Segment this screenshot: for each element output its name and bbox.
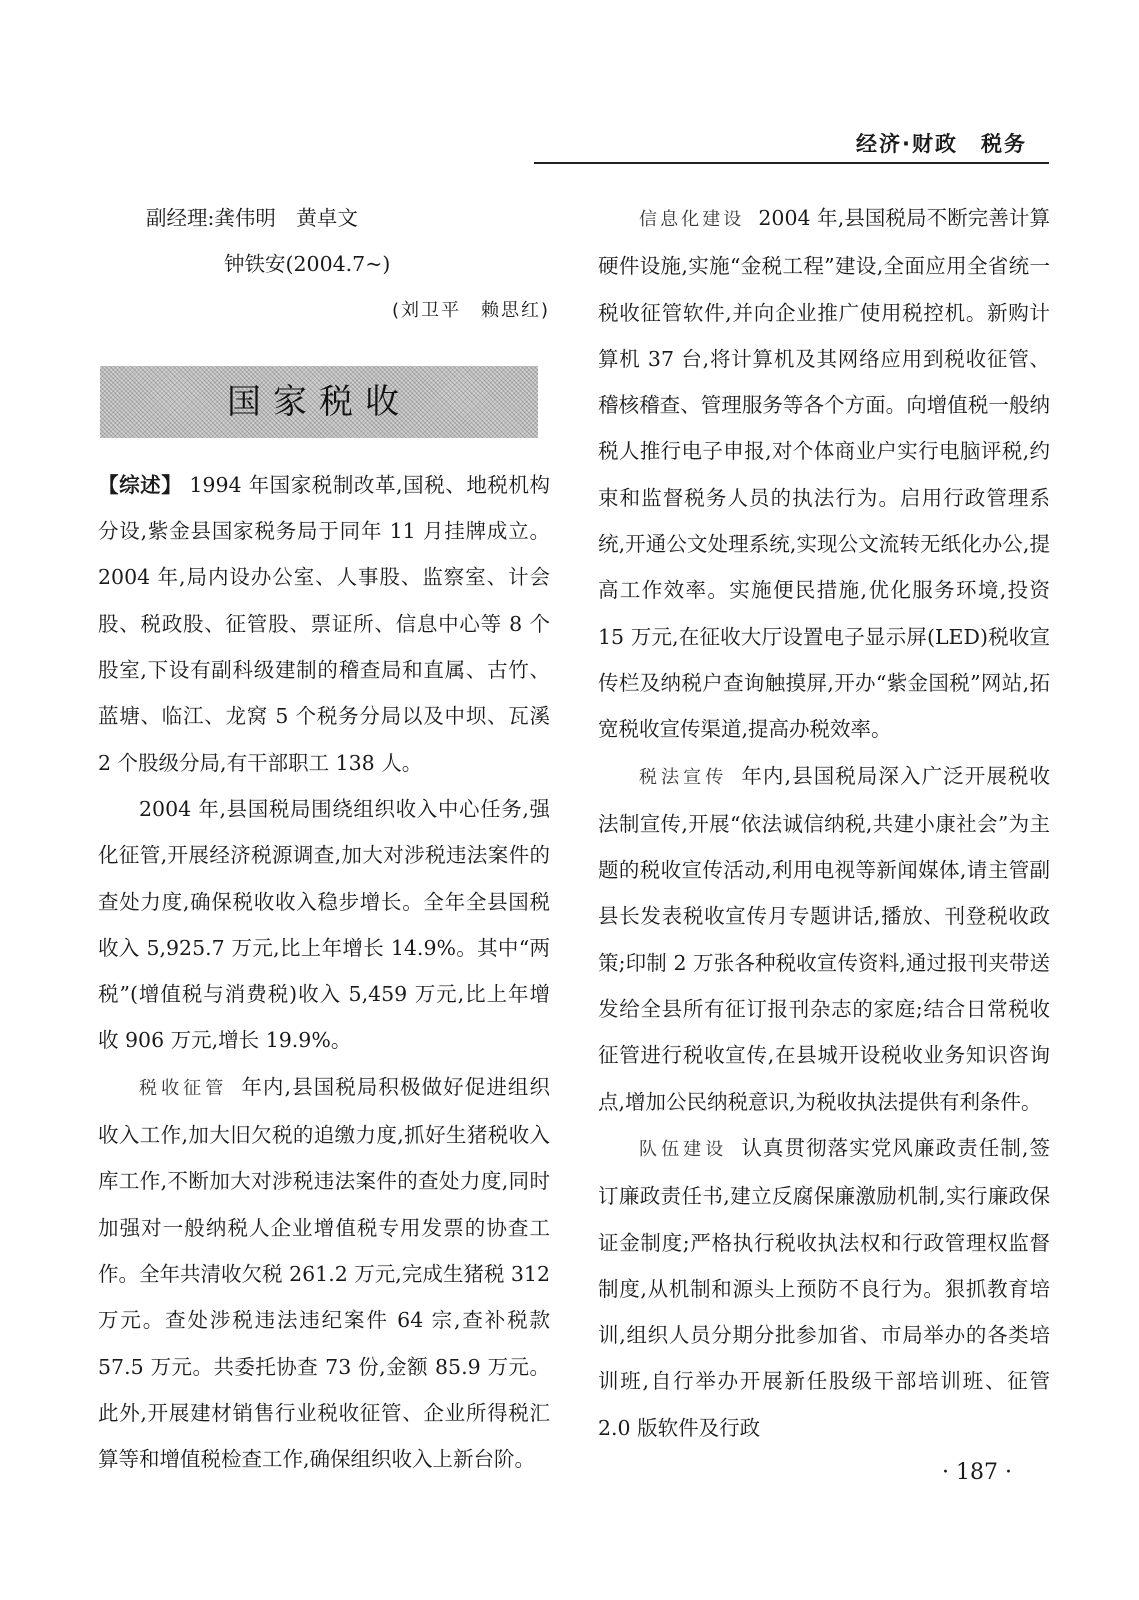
section-banner [100,366,538,438]
promo-paragraph [598,753,1050,1125]
it-paragraph [598,195,1050,753]
promo-label: 税法宣传 [639,766,728,788]
collection-label: 税收征管 [139,1077,228,1099]
page-number: · 187 · [942,1460,1012,1485]
staff-line: 钟铁安(2004.7~) [224,252,391,277]
team-label: 队伍建设 [639,1138,728,1160]
section-title: 经济·财政 税务 [856,132,1027,156]
it-label: 信息化建设 [639,209,745,230]
collection-paragraph [98,1064,550,1483]
left-column [98,195,550,1482]
overview-paragraph [98,462,550,786]
revenue-paragraph: 2004 年,县国税局围绕组织收入中心任务,强化征管,开展经济税源调查,加大对涉税违法案件的查处力度,确保税收收入稳步增长。全年全县国税收入 5,925.7 万元,比上年增长 14.9%。其中“两税”(增值税与消费税)收入 5,459 万元,比上年增收 906 万元,增长 19.9%。 [98,796,550,1053]
staff-line: 副经理:龚伟明 黄卓文 [146,206,358,230]
overview-label: 【综述】 [98,472,183,497]
running-header [534,128,1049,164]
team-text: 认真贯彻落实党风廉政责任制,签订廉政责任书,建立反腐保廉激励机制,实行廉政保证金制度;严格执行税收执法权和行政管理权监督制度,从机制和源头上预防不良行为。狠抓教育培训,组织人员分期分批参加省、市局举办的各类培训班,自行举办开展新任股级干部培训班、征管 2.0 版软件及行政 [598,1135,1051,1440]
collection-text: 年内,县国税局积极做好促进组织收入工作,加大旧欠税的追缴力度,抓好生猪税收入库工作,不断加大对涉税违法案件的查处力度,同时加强对一般纳税人企业增值税专用发票的协查工作。全年共清收欠税 261.2 万元,完成生猪税 312 万元。查处涉税违法违纪案件 64 宗,查补税款 57.5 万元。共委托协查 73 份,金额 85.9 万元。此外,开展建材销售行业税收征管、企业所得税汇算等和增值税检查工作,确保组织收入上新台阶。 [98,1074,551,1472]
overview-text: 1994 年国家税制改革,国税、地税机构分设,紫金县国家税务局于同年 11 月挂牌成立。2004 年,局内设办公室、人事股、监察室、计会股、税政股、征管股、票证所、信息中心等 8 个股室,下设有副科级建制的稽查局和直属、古竹、蓝塘、临江、龙窝 5 个税务分局以及中坝、瓦溪 2 个股级分局,有干部职工 138 人。 [98,472,551,775]
banner-title: 国家税收 [227,381,411,422]
right-column [598,195,1050,1451]
it-text: 2004 年,县国税局不断完善计算硬件设施,实施“金税工程”建设,全面应用全省统一税收征管软件,并向企业推广使用税控机。新购计算机 37 台,将计算机及其网络应用到税收征管、稽核稽查、管理服务等各个方面。向增值税一般纳税人推行电子申报,对个体商业户实行电脑评税,约束和监督税务人员的执法行为。启用行政管理系统,开通公文处理系统,实现公文流转无纸化办公,提高工作效率。实施便民措施,优化服务环境,投资 15 万元,在征收大厅设置电子显示屏(LED)税收宣传栏及纳税户查询触摸屏,开办“紫金国税”网站,拓宽税收宣传渠道,提高办税效率。 [598,206,1051,742]
promo-text: 年内,县国税局深入广泛开展税收法制宣传,开展“依法诚信纳税,共建小康社会”为主题的税收宣传活动,利用电视等新闻媒体,请主管副县长发表税收宣传月专题讲话,播放、刊登税收政策;印制 2 万张各种税收宣传资料,通过报刊夹带送发给全县所有征订报刊杂志的家庭;结合日常税收征管进行税收宣传,在县城开设税收业务知识咨询点,增加公民纳税意识,为税收执法提供有利条件。 [598,763,1051,1114]
author-byline: (刘卫平 赖思红) [391,299,550,321]
team-paragraph [598,1125,1050,1451]
